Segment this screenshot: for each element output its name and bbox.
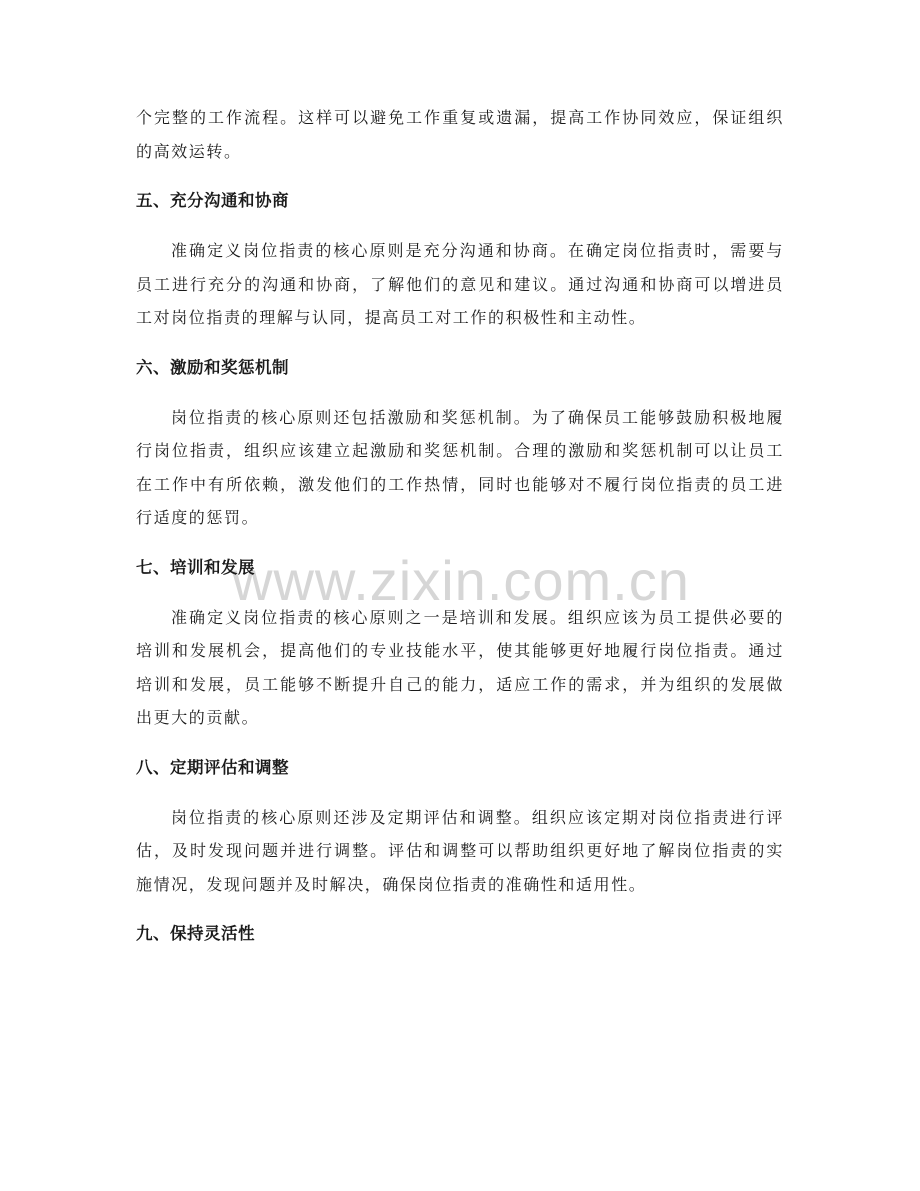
section-body-6: 岗位指责的核心原则还包括激励和奖惩机制。为了确保员工能够鼓励积极地履行岗位指责，组织应该建立起激励和奖惩机制。合理的激励和奖惩机制可以让员工在工作中有所依赖，激发他们的工作热情，同时也能够对不履行岗位指责的员工进行适度的惩罚。 (136, 407, 784, 527)
section-heading-7: 七、培训和发展 (136, 557, 255, 577)
section-heading-6: 六、激励和奖惩机制 (136, 357, 289, 377)
section-heading-5: 五、充分沟通和协商 (136, 191, 289, 210)
section-heading-9: 九、保持灵活性 (136, 924, 255, 943)
section-heading-8: 八、定期评估和调整 (136, 757, 289, 777)
watermark: www.zixin.com.cn (232, 549, 690, 612)
section-body-5: 准确定义岗位指责的核心原则是充分沟通和协商。在确定岗位指责时，需要与员工进行充分的沟通和协商，了解他们的意见和建议。通过沟通和协商可以增进员工对岗位指责的理解与认同，提高员工对工作的积极性和主动性。 (136, 241, 784, 327)
document-body (136, 101, 784, 946)
section-body-7: 准确定义岗位指责的核心原则之一是培训和发展。组织应该为员工提供必要的培训和发展机会，提高他们的专业技能水平，使其能够更好地履行岗位指责。通过培训和发展，员工能够不断提升自己的能力，适应工作的需求，并为组织的发展做出更大的贡献。 (136, 607, 784, 727)
continued-paragraph: 个完整的工作流程。这样可以避免工作重复或遗漏，提高工作协同效应，保证组织的高效运转。 (136, 108, 784, 161)
section-body-8: 岗位指责的核心原则还涉及定期评估和调整。组织应该定期对岗位指责进行评估，及时发现问题并进行调整。评估和调整可以帮助组织更好地了解岗位指责的实施情况，发现问题并及时解决，确保岗位指责的准确性和适用性。 (136, 807, 784, 894)
